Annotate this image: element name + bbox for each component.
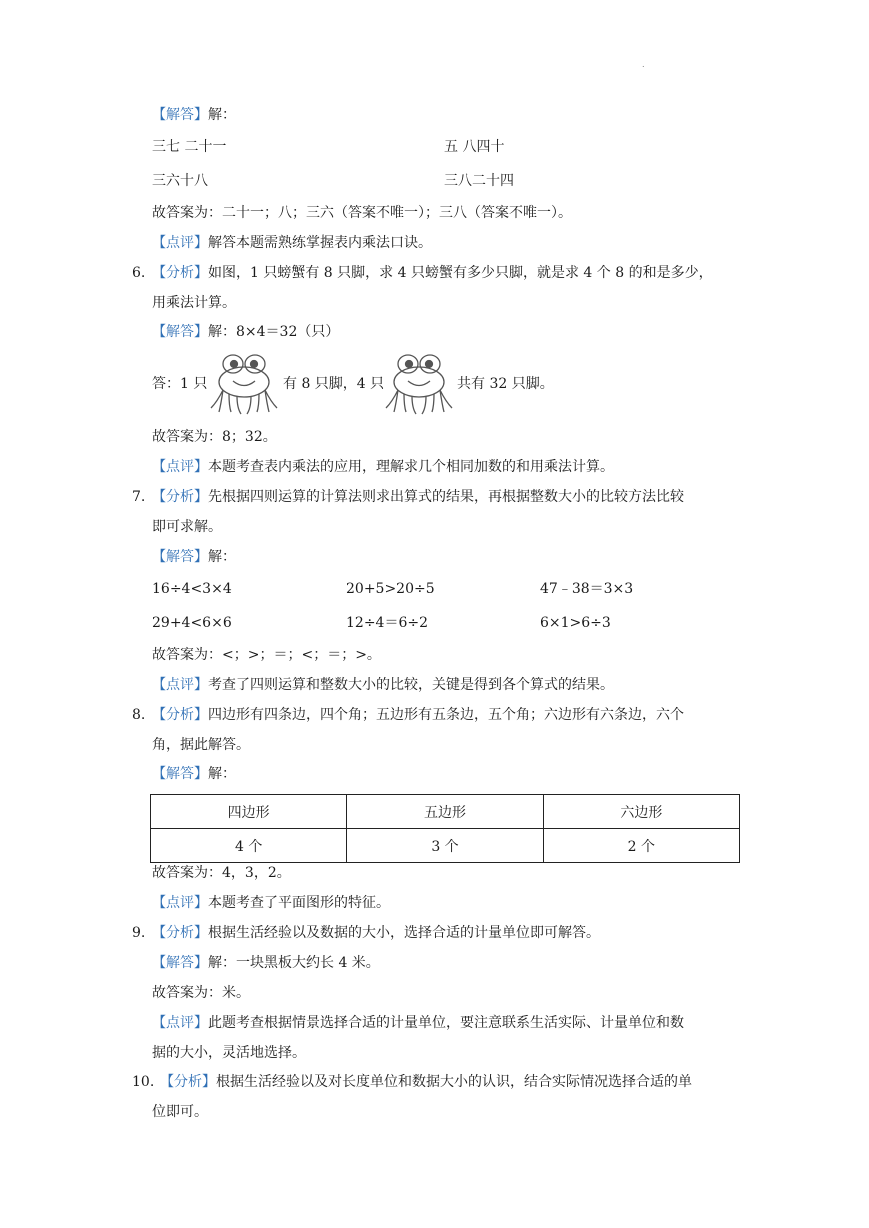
q5-pair2-right: 三八二十四 bbox=[444, 173, 514, 189]
q5-pair1-left: 三七 二十一 bbox=[152, 139, 227, 155]
q6-answer-part-b: 有 8 只脚，4 只 bbox=[283, 376, 385, 392]
q9-number: 9. bbox=[132, 925, 146, 941]
table-header-row bbox=[151, 795, 740, 829]
q10-number: 10. bbox=[132, 1074, 155, 1090]
q7-expr-r2c1: 29+4<6×6 bbox=[152, 615, 232, 631]
q7-expr-r2c3: 6×1>6÷3 bbox=[540, 615, 611, 631]
q9-dianping-line1 bbox=[152, 1016, 684, 1030]
q6-number: 6. bbox=[132, 265, 146, 281]
table-header-cell: 五边形 bbox=[347, 795, 543, 829]
jieda-text: 解： bbox=[208, 107, 236, 123]
q6-answer-part-c: 共有 32 只脚。 bbox=[457, 376, 554, 392]
q5-pair1-right: 五 八四十 bbox=[444, 139, 505, 155]
frog-icon bbox=[382, 350, 456, 416]
fenxi-tag: 【分析】 bbox=[152, 265, 208, 281]
polygon-table bbox=[150, 794, 740, 863]
jieda-text: 解： bbox=[208, 549, 236, 565]
q7-answer: 故答案为：<；>；＝；<；＝；>。 bbox=[152, 647, 381, 663]
q6-fenxi-line1 bbox=[152, 266, 713, 280]
q10-fenxi-line2: 位即可。 bbox=[152, 1104, 208, 1120]
q7-fenxi-line1 bbox=[152, 490, 684, 504]
q7-expr-r1c3: 47﹣38＝3×3 bbox=[540, 581, 634, 597]
q6-dianping-line bbox=[152, 460, 614, 474]
dianping-tag: 【点评】 bbox=[152, 459, 208, 475]
q9-fenxi-line bbox=[152, 926, 600, 940]
q9-answer: 故答案为：米。 bbox=[152, 985, 250, 1001]
q8-fenxi-line1 bbox=[152, 708, 684, 722]
jieda-tag: 【解答】 bbox=[152, 549, 208, 565]
jieda-tag: 【解答】 bbox=[152, 955, 208, 971]
dianping-tag: 【点评】 bbox=[152, 1015, 208, 1031]
dianping-text: 此题考查根据情景选择合适的计量单位，要注意联系生活实际、计量单位和数 bbox=[208, 1015, 684, 1031]
fenxi-tag: 【分析】 bbox=[160, 1074, 216, 1090]
q8-dianping-line bbox=[152, 896, 390, 910]
q5-pair2-left: 三六十八 bbox=[152, 173, 208, 189]
q7-expr-r1c1: 16÷4<3×4 bbox=[152, 581, 232, 597]
jieda-text: 解： bbox=[208, 766, 236, 782]
table-header-cell: 四边形 bbox=[151, 795, 347, 829]
q8-answer: 故答案为：4，3，2。 bbox=[152, 865, 291, 881]
q5-answer: 故答案为：二十一；八；三六（答案不唯一）；三八（答案不唯一）。 bbox=[152, 205, 572, 221]
dianping-tag: 【点评】 bbox=[152, 677, 208, 693]
table-row bbox=[151, 829, 740, 863]
q8-fenxi-line2: 角，据此解答。 bbox=[152, 737, 250, 753]
dianping-text: 本题考查了平面图形的特征。 bbox=[208, 895, 390, 911]
q10-fenxi-line1 bbox=[160, 1075, 692, 1089]
q6-answer-part-a: 答：1 只 bbox=[152, 376, 208, 392]
corner-mark: . bbox=[642, 60, 645, 69]
jieda-tag: 【解答】 bbox=[152, 107, 208, 123]
fenxi-tag: 【分析】 bbox=[152, 707, 208, 723]
fenxi-text: 四边形有四条边，四个角；五边形有五条边，五个角；六边形有六条边，六个 bbox=[208, 707, 684, 723]
dianping-text: 本题考查表内乘法的应用，理解求几个相同加数的和用乘法计算。 bbox=[208, 459, 614, 475]
frog-icon bbox=[207, 350, 281, 416]
q7-number: 7. bbox=[132, 489, 146, 505]
table-cell: 2 个 bbox=[543, 829, 739, 863]
jieda-tag: 【解答】 bbox=[152, 324, 208, 340]
q7-dianping-line bbox=[152, 678, 614, 692]
q7-expr-r1c2: 20+5>20÷5 bbox=[346, 581, 435, 597]
q7-fenxi-line2: 即可求解。 bbox=[152, 519, 222, 535]
q9-dianping-line2: 据的大小，灵活地选择。 bbox=[152, 1045, 306, 1061]
jieda-tag: 【解答】 bbox=[152, 766, 208, 782]
q6-answer: 故答案为：8；32。 bbox=[152, 429, 277, 445]
table-cell: 4 个 bbox=[151, 829, 347, 863]
q5-dianping-line bbox=[152, 236, 432, 250]
fenxi-tag: 【分析】 bbox=[152, 925, 208, 941]
dianping-tag: 【点评】 bbox=[152, 895, 208, 911]
fenxi-text: 根据生活经验以及数据的大小，选择合适的计量单位即可解答。 bbox=[208, 925, 600, 941]
dianping-text: 考查了四则运算和整数大小的比较，关键是得到各个算式的结果。 bbox=[208, 677, 614, 693]
jieda-text: 解：8×4＝32（只） bbox=[208, 324, 340, 340]
dianping-text: 解答本题需熟练掌握表内乘法口诀。 bbox=[208, 235, 432, 251]
q6-fenxi-line2: 用乘法计算。 bbox=[152, 295, 236, 311]
q6-jieda-line bbox=[152, 325, 339, 339]
q8-number: 8. bbox=[132, 707, 146, 723]
table-cell: 3 个 bbox=[347, 829, 543, 863]
fenxi-text: 先根据四则运算的计算法则求出算式的结果，再根据整数大小的比较方法比较 bbox=[208, 489, 684, 505]
dianping-tag: 【点评】 bbox=[152, 235, 208, 251]
table-header-cell: 六边形 bbox=[543, 795, 739, 829]
q7-expr-r2c2: 12÷4＝6÷2 bbox=[346, 615, 428, 631]
q8-jieda-line bbox=[152, 767, 236, 781]
fenxi-text: 根据生活经验以及对长度单位和数据大小的认识，结合实际情况选择合适的单 bbox=[216, 1074, 692, 1090]
q7-jieda-line bbox=[152, 550, 236, 564]
q5-jieda-line bbox=[152, 108, 236, 122]
jieda-text: 解：一块黑板大约长 4 米。 bbox=[208, 955, 380, 971]
fenxi-text: 如图，1 只螃蟹有 8 只脚，求 4 只螃蟹有多少只脚，就是求 4 个 8 的和是多少， bbox=[208, 265, 713, 281]
q9-jieda-line bbox=[152, 956, 380, 970]
fenxi-tag: 【分析】 bbox=[152, 489, 208, 505]
